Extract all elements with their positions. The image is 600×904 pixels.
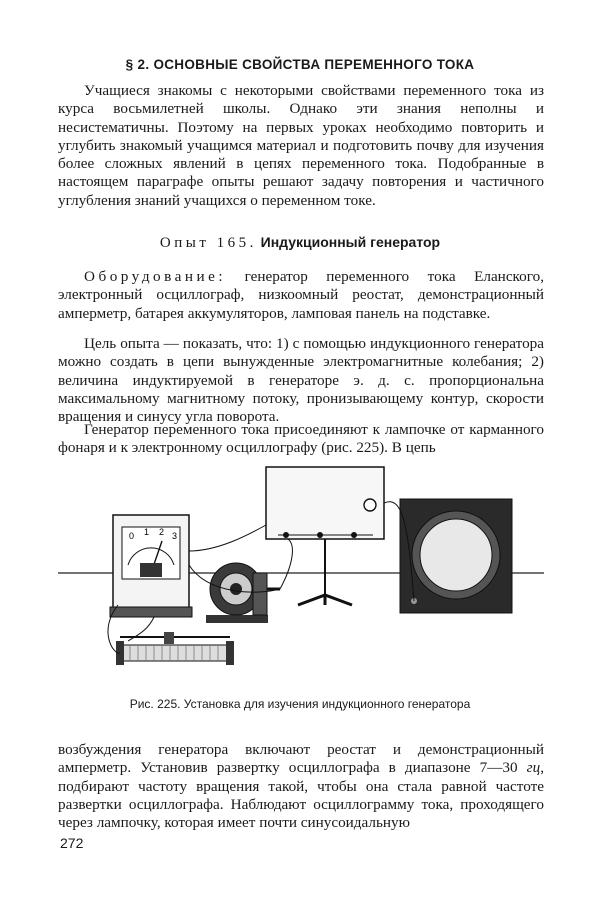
ammeter-tick-0: 0 <box>129 531 135 541</box>
goal-text: Цель опыта — показать, что: 1) с помощью индукционного генератора можно создать в цепи вынужденные электромагнитные колебания; 2) величина индуктируемой в генераторе э. д. с. пропорциональна максимальному магнитному потоку, пронизывающему контур, скорости вращения и синусу угла поворота. <box>58 335 544 426</box>
frequency-unit: гц <box>526 759 541 777</box>
continuation-text-2: , подбирают частоту вращения такой, чтобы она стала равной частоте развертки осциллографа. Наблюдают осциллограмму тока, проходящего через лампочку, которая имеет почти синусоидальную <box>58 759 544 832</box>
page-number: 272 <box>60 835 84 851</box>
connection-text: Генератор переменного тока присоединяют к лампочке от карманного фонаря и к электронному осциллографу (рис. 225). В цепь <box>58 421 544 457</box>
intro-paragraph <box>58 82 544 210</box>
figure-caption: Рис. 225. Установка для изучения индукционного генератора <box>129 697 471 711</box>
rheostat <box>116 632 234 665</box>
experiment-label: Опыт 165. <box>159 235 257 251</box>
lamp-panel <box>266 467 384 605</box>
equipment-paragraph <box>58 268 544 323</box>
continuation-paragraph <box>58 741 544 832</box>
intro-text: Учащиеся знакомы с некоторыми свойствами переменного тока из курса восьмилетней школы. Однако эти знания неполны и несистематичны. Поэтому на первых уроках необходимо повторить и углубить знакомый учащимся материал и подготовить почву для изучения более сложных явлений в цепях переменного тока. Подобранные в настоящем параграфе опыты решают задачу повторения и частичного углубления знаний учащихся о переменном токе. <box>58 82 544 209</box>
continuation-text-1: возбуждения генератора включают реостат и демонстрационный амперметр. Установив развертку осциллографа в диапазоне 7—30 <box>58 741 544 777</box>
experiment-title <box>0 234 600 252</box>
experiment-name: Индукционный генератор <box>260 234 441 250</box>
ammeter-tick-1: 1 <box>144 527 150 537</box>
generator <box>206 563 280 623</box>
connection-paragraph <box>58 421 544 458</box>
section-heading: § 2. ОСНОВНЫЕ СВОЙСТВА ПЕРЕМЕННОГО ТОКА <box>125 57 475 72</box>
ammeter-tick-3: 3 <box>172 531 178 541</box>
equipment-label: Оборудование: <box>84 268 227 285</box>
ammeter-tick-2: 2 <box>159 527 165 537</box>
ammeter <box>110 515 192 617</box>
oscilloscope <box>400 499 512 613</box>
figure-illustration <box>58 455 544 683</box>
equipment-text: генератор переменного тока Еланского, электронный осциллограф, низкоомный реостат, демонстрационный амперметр, батарея аккумуляторов, ламповая панель на подставке. <box>58 268 544 322</box>
goal-paragraph <box>58 335 544 426</box>
